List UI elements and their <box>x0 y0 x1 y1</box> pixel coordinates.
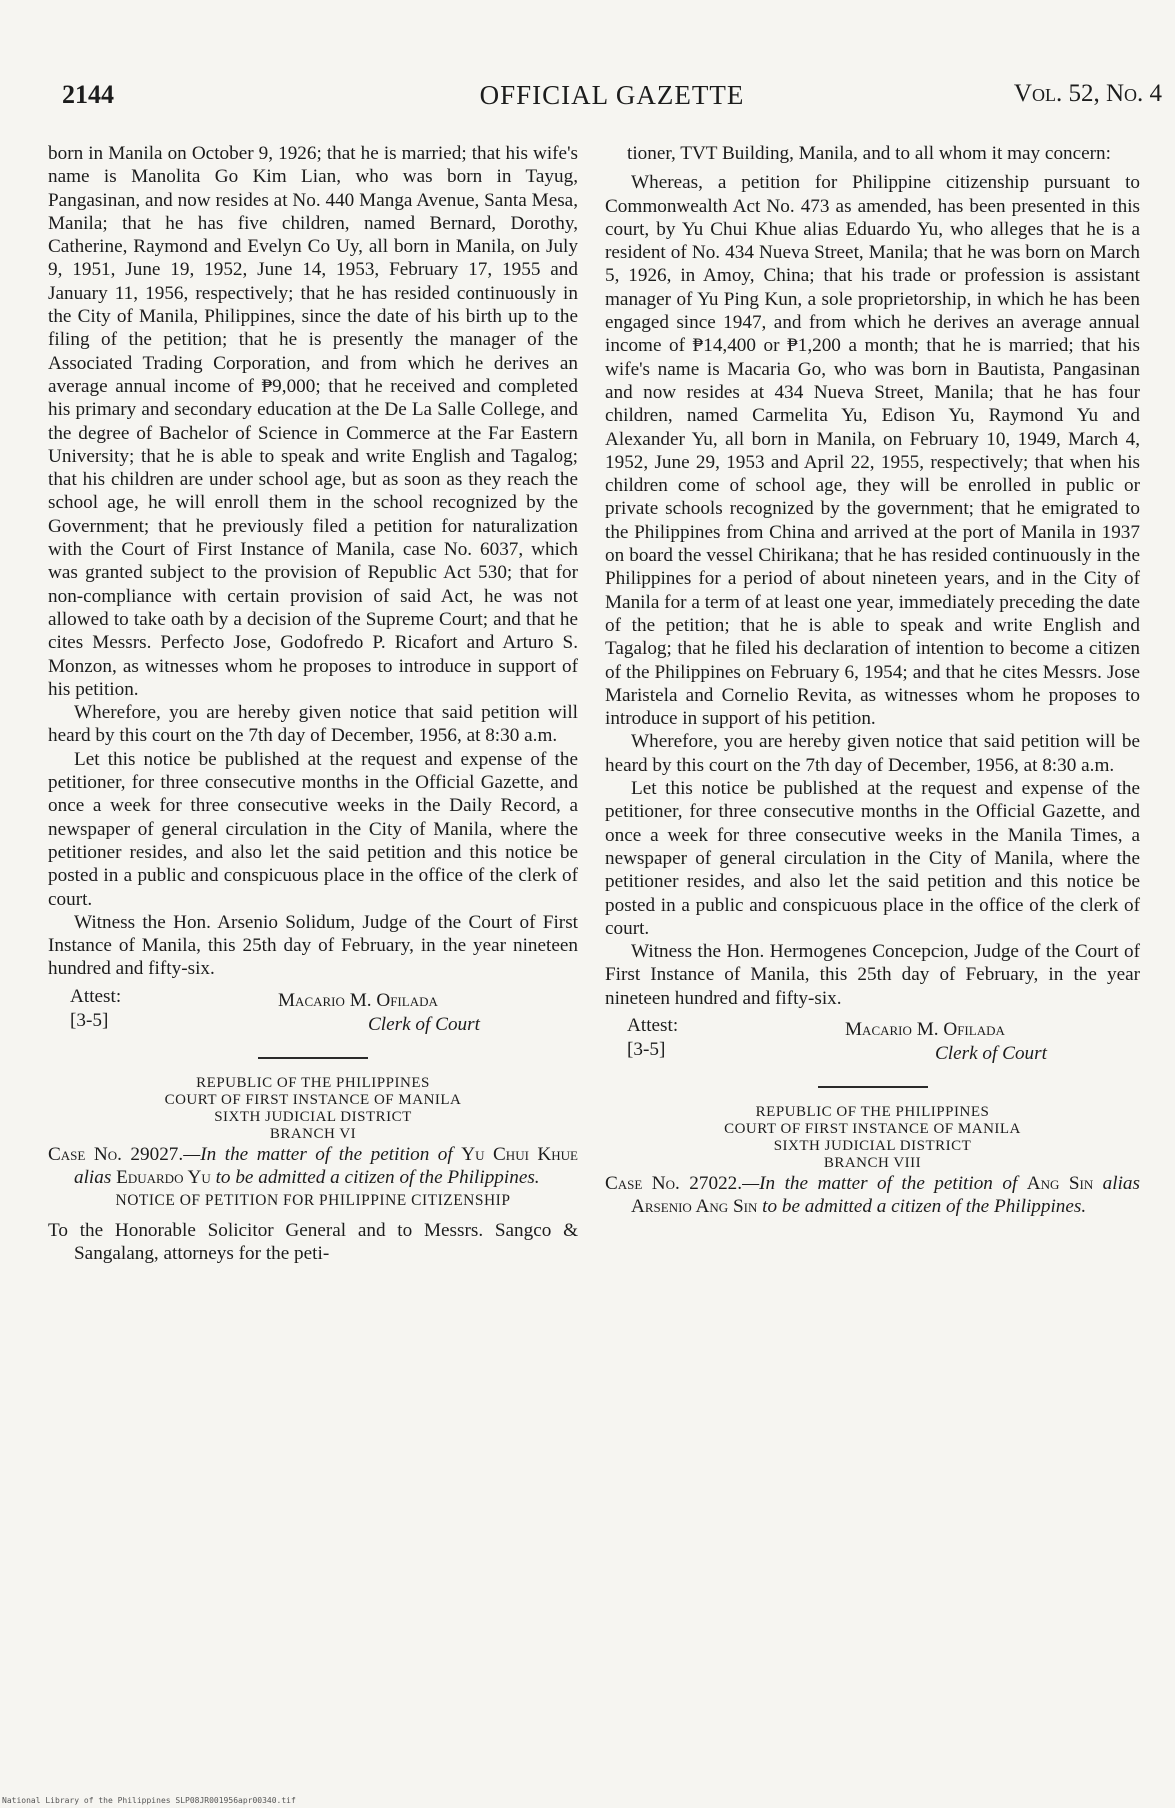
signature-block <box>605 1014 1140 1066</box>
court-line: COURT OF FIRST INSTANCE OF MANILA <box>724 1120 1021 1137</box>
petitioner-name: Ang Sin <box>1026 1172 1094 1194</box>
court-line: COURT OF FIRST INSTANCE OF MANILA <box>164 1091 462 1108</box>
scan-source-label: National Library of the Philippines SLP08JR001956apr00340.tif <box>2 1796 296 1805</box>
attest-label: Attest: <box>70 985 122 1007</box>
left-column <box>48 142 578 1265</box>
signature-block <box>48 985 578 1037</box>
alias-word: alias <box>74 1166 112 1188</box>
publication-paragraph: Let this notice be published at the request and expense of the petitioner, for three consecutive months in the Official Gazette, and once a week for three consecutive weeks in the Manila Times, a newspaper of general circulation in the City of Manila, where the petitioner resides, and also let the said petition and this notice be posted in a public and conspicuous place in the office of the clerk of court. <box>605 778 1140 939</box>
court-line: SIXTH JUDICIAL DISTRICT <box>773 1137 972 1154</box>
right-column <box>605 142 1140 1219</box>
court-line: BRANCH VI <box>269 1125 357 1142</box>
case-text: —In the matter of the petition of <box>183 1143 453 1165</box>
court-line: SIXTH JUDICIAL DISTRICT <box>214 1108 412 1125</box>
case-text: to be admitted a citizen of the Philippines. <box>215 1166 540 1188</box>
whereas-paragraph: Whereas, a petition for Philippine citizenship pursuant to Commonwealth Act No. 473 as amended, has been presented in this court, by Yu Chui Khue alias Eduardo Yu, who alleges that he is a resident of No. 434 Nueva Street, Manila; that he was born on March 5, 1926, in Amoy, China; that his trade or profession is assistant manager of Yu Ping Kun, a sole proprietorship, in which he has been engaged since 1947, and from which he derives an average annual income of ₱14,400 or ₱1,200 a month; that he is married; that his wife's name is Macaria Go, who was born in Bautista, Pangasinan and now resides at 434 Nueva Street, Manila; that he has four children, named Carmelita Yu, Edison Yu, Raymond Yu and Alexander Yu, all born in Manila, on February 10, 1949, March 4, 1952, June 29, 1953 and April 22, 1955, respectively; that when his children come of school age, they will be enrolled in public or private schools recognized by the government; that he emigrated to the Philippines from China and arrived at the port of Manila in 1937 on board the vessel Chirikana; that he has resided continuously in the Philippines for a period of about nineteen years, and in the City of Manila for a term of at least one year, immediately preceding the date of the petition; that he is able to speak and write English and Tagalog; that he filed his declaration of intention to become a citizen of the Philippines on February 6, 1954; and that he cites Messrs. Jose Maristela and Cornelio Revita, as witnesses whom he proposes to introduce in support of his petition. <box>605 172 1140 730</box>
witness-paragraph: Witness the Hon. Arsenio Solidum, Judge of the Court of First Instance of Manila, this 25th day of February, in the year nineteen hundred and fifty-six. <box>48 911 578 980</box>
addressee-continuation: tioner, TVT Building, Manila, and to all whom it may concern: <box>627 143 1111 164</box>
case-text: to be admitted a citizen of the Philippines. <box>762 1196 1087 1218</box>
wherefore-paragraph: Wherefore, you are hereby given notice that said petition will be heard by this court on the 7th day of December, 1956, at 8:30 a.m. <box>605 731 1140 776</box>
journal-title: OFFICIAL GAZETTE <box>479 80 745 110</box>
clerk-name: Macario M. Ofilada <box>845 1018 1005 1040</box>
clerk-title: Clerk of Court <box>935 1042 1047 1064</box>
publication-term: [3-5] <box>70 1009 109 1031</box>
petitioner-name: Yu Chui Khue <box>461 1143 578 1165</box>
case-caption <box>605 1172 1140 1219</box>
section-divider <box>818 1086 928 1088</box>
case-number: Case No. 27022. <box>605 1172 743 1194</box>
clerk-name: Macario M. Ofilada <box>278 989 438 1011</box>
page-header <box>62 80 1162 116</box>
publication-paragraph: Let this notice be published at the request and expense of the petitioner, for three consecutive months in the Official Gazette, and once a week for three consecutive weeks in the Daily Record, a newspaper of general circulation in the City of Manila, where the petitioner resides, and also let the said petition and this notice be posted in a public and conspicuous place in the office of the clerk of court. <box>48 748 578 910</box>
notice-heading: NOTICE OF PETITION FOR PHILIPPINE CITIZENSHIP <box>115 1192 511 1210</box>
court-line: BRANCH VIII <box>823 1154 922 1171</box>
volume-number: Vol. 52, No. 4 <box>1013 80 1162 107</box>
attest-label: Attest: <box>627 1014 679 1036</box>
wherefore-paragraph: Wherefore, you are hereby given notice that said petition will heard by this court on the 7th day of December, 1956, at 8:30 a.m. <box>48 702 578 747</box>
section-divider <box>258 1057 368 1059</box>
page-number: 2144 <box>62 80 114 109</box>
petitioner-alias: Eduardo Yu <box>116 1166 211 1188</box>
notice-body: born in Manila on October 9, 1926; that he is married; that his wife's name is Manolita Go Kim Lian, who was born in Tayug, Pangasinan, and now resides at No. 440 Manga Avenue, Santa Mesa, Manila; that he has five children, named Bernard, Dorothy, Catherine, Raymond and Evelyn Co Uy, all born in Manila, on July 9, 1951, June 19, 1952, June 14, 1953, February 17, 1955 and January 11, 1956, respectively; that he has resided continuously in the City of Manila, Philippines, since the date of his birth up to the filing of the petition; that he is presently the manager of the Associated Trading Corporation, and from which he derives an average annual income of ₱9,000; that he received and completed his primary and secondary education at the De La Salle College, and the degree of Bachelor of Science in Commerce at the Far Eastern University; that he is able to speak and write English and Tagalog; that his children are under school age, but as soon as they reach the school age, he will enroll them in the school recognized by the Government; that he previously filed a petition for naturalization with the Court of First Instance of Manila, case No. 6037, which was granted subject to the provision of Republic Act 530; that for non-compliance with certain provision of said Act, he was not allowed to take oath by a decision of the Supreme Court; and that he cites Messrs. Perfecto Jose, Godofredo P. Ricafort and Arturo S. Monzon, as witnesses whom he proposes to introduce in support of his petition. <box>48 143 578 700</box>
case-caption <box>48 1143 578 1190</box>
case-text: —In the matter of the petition of <box>742 1172 1018 1194</box>
court-line: REPUBLIC OF THE PHILIPPINES <box>755 1103 990 1120</box>
petitioner-alias: Arsenio Ang Sin <box>631 1196 758 1218</box>
clerk-title: Clerk of Court <box>368 1013 480 1035</box>
court-heading <box>48 1075 578 1143</box>
witness-paragraph: Witness the Hon. Hermogenes Concepcion, Judge of the Court of First Instance of Manila, this 25th day of February, in the year nineteen hundred and fifty-six. <box>605 941 1140 1009</box>
court-heading <box>605 1104 1140 1172</box>
case-number: Case No. 29027. <box>48 1143 184 1165</box>
alias-word: alias <box>1102 1172 1140 1194</box>
addressee-paragraph: To the Honorable Solicitor General and to Messrs. Sangco & Sangalang, attorneys for the peti- <box>48 1219 578 1264</box>
court-line: REPUBLIC OF THE PHILIPPINES <box>196 1074 430 1091</box>
publication-term: [3-5] <box>627 1038 666 1060</box>
